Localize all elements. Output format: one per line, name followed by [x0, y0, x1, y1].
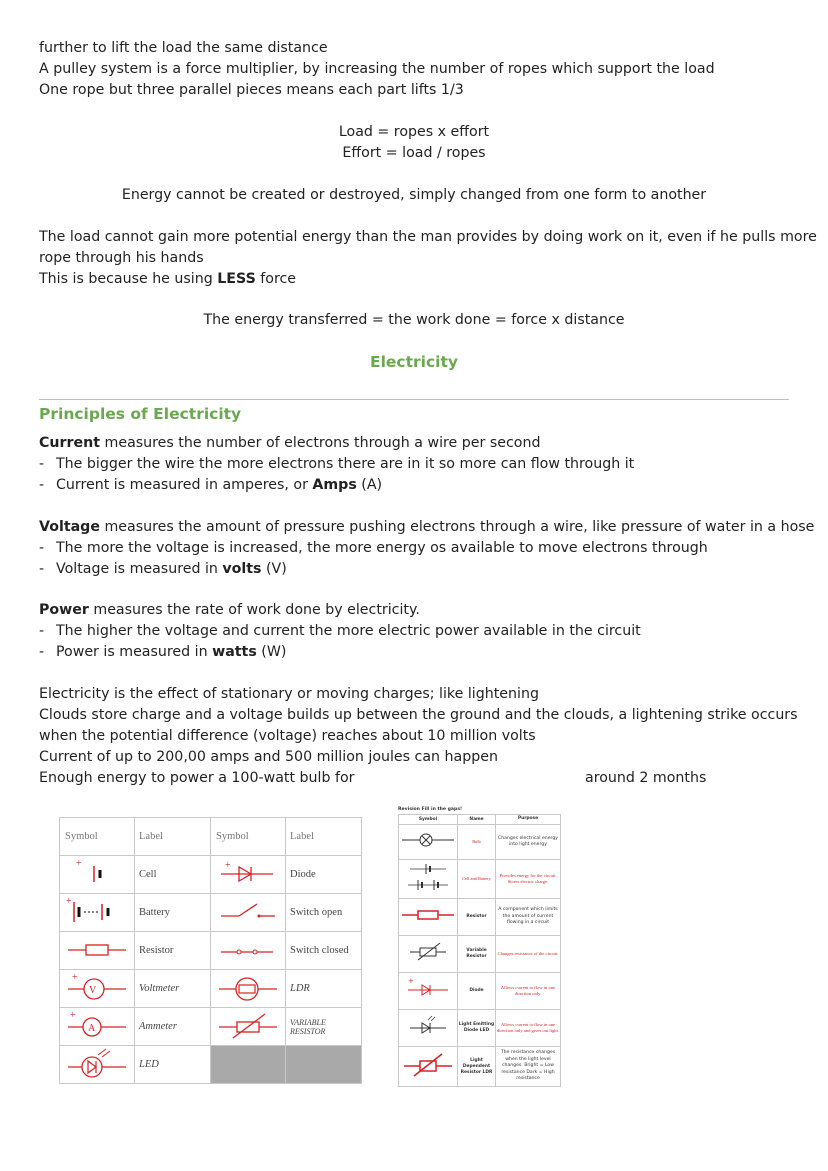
- power-definition: Power measures the rate of work done by electricity.: [39, 602, 420, 618]
- svg-text:+: +: [76, 858, 82, 869]
- intro-line-3: One rope but three parallel pieces means each part lifts 1/3: [39, 82, 464, 98]
- svg-text:+: +: [66, 896, 72, 907]
- revision-caption: Revision Fill in the gaps!: [398, 807, 463, 812]
- svg-text:A: A: [88, 1023, 96, 1034]
- voltage-definition: Voltage measures the amount of pressure pushing electrons through a wire, like pressure of water in a hose: [39, 519, 815, 535]
- energy-transfer-formula: The energy transferred = the work done = force x distance: [203, 312, 625, 328]
- section-divider: [39, 399, 789, 400]
- variable-resistor-symbol: [399, 936, 458, 973]
- bulb-symbol: [399, 825, 458, 860]
- table-header: Symbol: [399, 815, 458, 825]
- table-cell: Provides energy for the circuit. Stores electric charge.: [496, 860, 561, 899]
- table-cell: Resistor: [458, 899, 496, 936]
- table-cell: Voltmeter: [135, 970, 211, 1008]
- table-cell: LDR: [286, 970, 362, 1008]
- current-definition: Current measures the number of electrons through a wire per second: [39, 435, 541, 451]
- table-cell: Switch closed: [286, 932, 362, 970]
- variable-resistor-symbol: [211, 1008, 286, 1046]
- current-bullet-1: - The bigger the wire the more electrons there are in it so more can flow through it: [39, 456, 635, 472]
- lightning-duration: around 2 months: [585, 770, 707, 786]
- resistor-symbol: [399, 899, 458, 936]
- table-cell: Cell: [135, 856, 211, 894]
- empty-cell: [286, 1046, 362, 1084]
- table-cell: Changes resistance of the circuit.: [496, 936, 561, 973]
- lightning-line-2: Clouds store charge and a voltage builds up between the ground and the clouds, a lightening strike occurs: [39, 707, 798, 723]
- table-cell: Changes electrical energy into light energy: [496, 825, 561, 860]
- lightning-line-1: Electricity is the effect of stationary or moving charges; like lightening: [39, 686, 539, 702]
- table-header: Symbol: [211, 818, 286, 856]
- table-cell: VARIABLE RESISTOR: [286, 1008, 362, 1046]
- svg-text:+: +: [70, 1010, 76, 1021]
- lightning-line-4: Current of up to 200,00 amps and 500 million joules can happen: [39, 749, 498, 765]
- led-symbol: [399, 1010, 458, 1047]
- energy-law: Energy cannot be created or destroyed, simply changed from one form to another: [121, 187, 707, 203]
- table-cell: Diode: [458, 973, 496, 1010]
- voltage-bullet-1: - The more the voltage is increased, the more energy os available to move electrons through: [39, 540, 708, 556]
- battery-symbol: [60, 894, 135, 932]
- table-header: Name: [458, 815, 496, 825]
- table-cell: Light Emitting Diode LED: [458, 1010, 496, 1047]
- table-header: Symbol: [60, 818, 135, 856]
- ldr-symbol: [399, 1047, 458, 1087]
- ammeter-symbol: [60, 1008, 135, 1046]
- intro-line-1: further to lift the load the same distance: [39, 40, 328, 56]
- svg-text:V: V: [89, 985, 97, 996]
- section-title: Electricity: [370, 353, 458, 371]
- table-cell: Variable Resistor: [458, 936, 496, 973]
- resistor-symbol: [60, 932, 135, 970]
- lightning-line-3: when the potential difference (voltage) reaches about 10 million volts: [39, 728, 536, 744]
- empty-cell: [211, 1046, 286, 1084]
- table-cell: Switch open: [286, 894, 362, 932]
- switch-closed-symbol: [211, 932, 286, 970]
- svg-text:+: +: [408, 977, 414, 985]
- formula-load: Load = ropes x effort: [338, 124, 490, 140]
- potential-line-3: This is because he using LESS force: [39, 271, 297, 287]
- svg-text:+: +: [72, 972, 78, 983]
- table-cell: Allows current to flow in one direction only and gives out light.: [496, 1010, 561, 1047]
- table-header: Purpose: [496, 815, 561, 825]
- table-cell: LED: [135, 1046, 211, 1084]
- cell-symbol: [60, 856, 135, 894]
- table-header: Label: [286, 818, 362, 856]
- table-cell: Diode: [286, 856, 362, 894]
- potential-line-2: rope through his hands: [39, 250, 204, 266]
- table-cell: Bulb: [458, 825, 496, 860]
- power-bullet-2: - Power is measured in watts (W): [39, 644, 287, 660]
- table-header: Label: [135, 818, 211, 856]
- ldr-symbol: [211, 970, 286, 1008]
- voltage-bullet-2: - Voltage is measured in volts (V): [39, 561, 287, 577]
- table-cell: Ammeter: [135, 1008, 211, 1046]
- formula-effort: Effort = load / ropes: [342, 145, 486, 161]
- cell-battery-symbol: [399, 860, 458, 899]
- voltmeter-symbol: [60, 970, 135, 1008]
- table-cell: Resistor: [135, 932, 211, 970]
- power-bullet-1: - The higher the voltage and current the more electric power available in the circuit: [39, 623, 641, 639]
- led-symbol: [60, 1046, 135, 1084]
- subsection-title: Principles of Electricity: [39, 405, 242, 423]
- current-bullet-2: - Current is measured in amperes, or Amps (A): [39, 477, 383, 493]
- diode-symbol: [211, 856, 286, 894]
- table-cell: A component which limits the amount of current flowing in a circuit: [496, 899, 561, 936]
- svg-text:+: +: [225, 860, 231, 871]
- table-cell: Cell and Battery: [458, 860, 496, 899]
- lightning-line-5: Enough energy to power a 100-watt bulb for: [39, 770, 355, 786]
- symbol-label-table: [59, 817, 362, 1084]
- table-cell: Battery: [135, 894, 211, 932]
- diode-symbol: [399, 973, 458, 1010]
- potential-line-1: The load cannot gain more potential energy than the man provides by doing work on it, even if he pulls more: [39, 229, 817, 245]
- switch-open-symbol: [211, 894, 286, 932]
- table-cell: Allows current to flow in one direction only.: [496, 973, 561, 1010]
- table-cell: Light Dependent Resistor LDR: [458, 1047, 496, 1087]
- table-cell: The resistance changes when the light level changes. Bright = Low resistance Dark = High resistance: [496, 1047, 561, 1087]
- revision-table: [398, 806, 561, 1087]
- intro-line-2: A pulley system is a force multiplier, by increasing the number of ropes which support the load: [39, 61, 715, 77]
